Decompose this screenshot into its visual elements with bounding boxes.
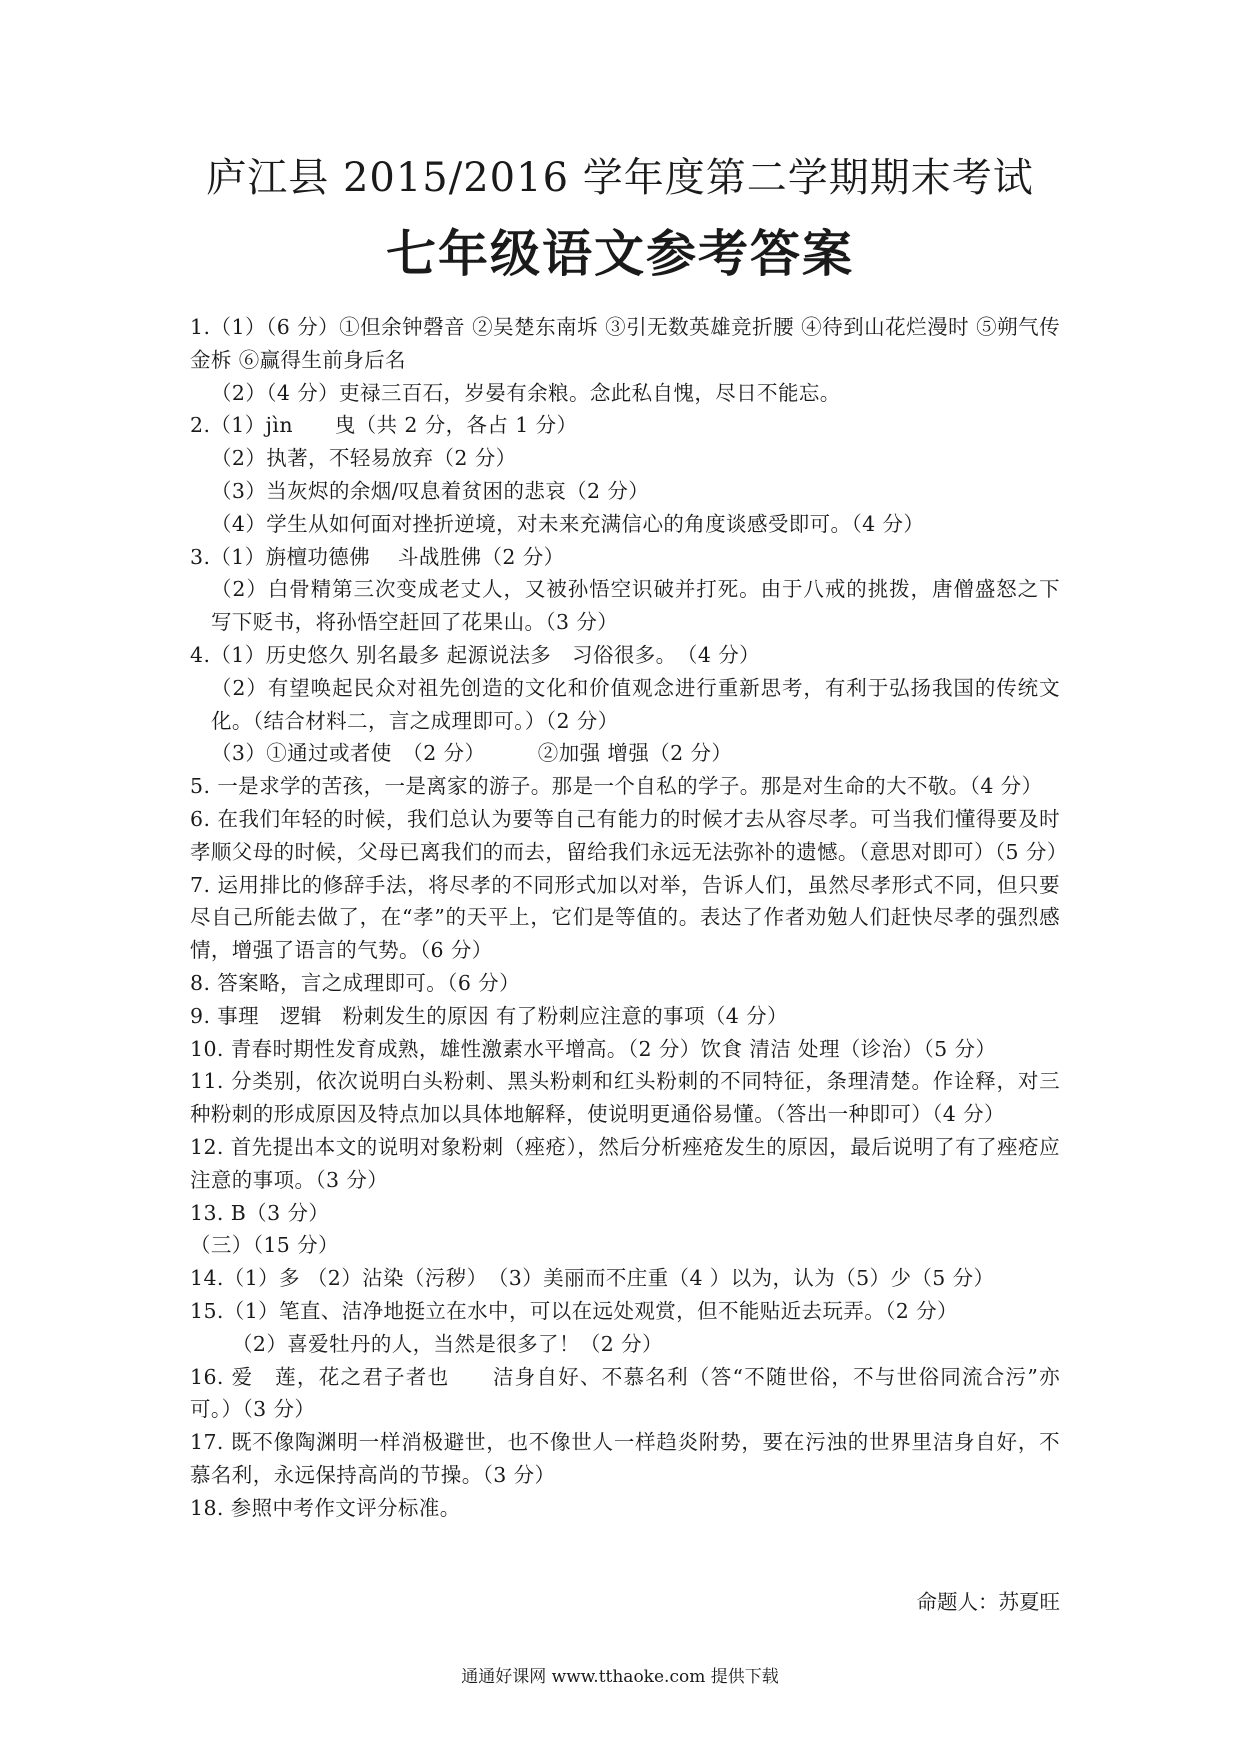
answer-line: （2）执著，不轻易放弃（2 分）	[211, 446, 517, 471]
answer-line: 8. 答案略，言之成理即可。（6 分）	[190, 970, 520, 995]
answer-line: 1.（1）（6 分）①但余钟磬音 ②吴楚东南坼 ③引无数英雄竞折腰 ④待到山花烂漫时 ⑤朔气传金柝 ⑥赢得生前身后名	[190, 315, 1060, 372]
answer-line: （2）（4 分）吏禄三百石，岁晏有余粮。念此私自愧，尽日不能忘。	[211, 380, 841, 405]
answer-line: 15.（1）笔直、洁净地挺立在水中，可以在远处观赏，但不能贴近去玩弄。（2 分）	[190, 1298, 958, 1323]
page-footer: 通通好课网 www.tthaoke.com 提供下载	[461, 1667, 779, 1687]
answer-line: 13. B（3 分）	[190, 1200, 330, 1225]
answer-line: （3）①通过或者使 （2 分） ②加强 增强（2 分）	[211, 741, 733, 766]
answer-line: 2.（1）jìn 曳（共 2 分，各占 1 分）	[190, 413, 578, 438]
answer-line: （2）喜爱牡丹的人，当然是很多了！（2 分）	[232, 1331, 663, 1356]
answer-line: 3.（1）旃檀功德佛 斗战胜佛（2 分）	[190, 544, 565, 569]
answer-line: （3）当灰烬的余烟/叹息着贫困的悲哀（2 分）	[211, 478, 650, 503]
answer-line: （4）学生从如何面对挫折逆境，对未来充满信心的角度谈感受即可。（4 分）	[211, 511, 925, 536]
answer-key-title: 七年级语文参考答案	[386, 225, 854, 283]
author-signature: 命题人：苏夏旺	[916, 1590, 1060, 1614]
answer-line: 6. 在我们年轻的时候，我们总认为要等自己有能力的时候才去从容尽孝。可当我们懂得要及时孝顺父母的时候，父母已离我们的而去，留给我们永远无法弥补的遗憾。（意思对即可）（5 分）	[190, 806, 1068, 864]
answer-line: （三）（15 分）	[190, 1233, 339, 1258]
answer-line: 18. 参照中考作文评分标准。	[190, 1495, 461, 1520]
answer-line: （2）有望唤起民众对祖先创造的文化和价值观念进行重新思考，有利于弘扬我国的传统文化。（结合材料二，言之成理即可。）（2 分）	[211, 675, 1060, 733]
answer-line: 16. 爱 莲，花之君子者也 洁身自好、不慕名利（答“不随世俗，不与世俗同流合污”亦可。）（3 分）	[190, 1364, 1060, 1422]
answer-line: 10. 青春时期性发育成熟，雄性激素水平增高。（2 分）饮食 清洁 处理（诊治）（5 分）	[190, 1036, 997, 1061]
answer-line: 11. 分类别，依次说明白头粉刺、黑头粉刺和红头粉刺的不同特征，条理清楚。作诠释，对三种粉刺的形成原因及特点加以具体地解释，使说明更通俗易懂。（答出一种即可）（4 分）	[190, 1069, 1060, 1127]
answer-line: 17. 既不像陶渊明一样消极避世，也不像世人一样趋炎附势，要在污浊的世界里洁身自好，不慕名利，永远保持高尚的节操。（3 分）	[190, 1430, 1060, 1487]
answer-line: 12. 首先提出本文的说明对象粉刺（痤疮），然后分析痤疮发生的原因，最后说明了有了痤疮应注意的事项。（3 分）	[190, 1134, 1060, 1192]
exam-title: 庐江县 2015/2016 学年度第二学期期末考试	[206, 155, 1034, 201]
answer-line: 7. 运用排比的修辞手法，将尽孝的不同形式加以对举，告诉人们，虽然尽孝形式不同，但只要尽自己所能去做了，在“孝”的天平上，它们是等值的。表达了作者劝勉人们赶快尽孝的强烈感情，增强了语言的气势。（6 分）	[190, 872, 1060, 963]
answer-list	[190, 311, 1068, 1524]
answer-line: 5. 一是求学的苦孩，一是离家的游子。那是一个自私的学子。那是对生命的大不敬。（4 分）	[190, 774, 1043, 799]
answer-line: （2）白骨精第三次变成老丈人，又被孙悟空识破并打死。由于八戒的挑拨，唐僧盛怒之下写下贬书，将孙悟空赶回了花果山。（3 分）	[211, 577, 1060, 635]
answer-line: 14.（1）多 （2）沾染（污秽） （3）美丽而不庄重（4 ）以为，认为（5）少（5 分）	[190, 1266, 995, 1291]
answer-line: 4.（1）历史悠久 别名最多 起源说法多 习俗很多。 （4 分）	[190, 642, 760, 667]
answer-line: 9. 事理 逻辑 粉刺发生的原因 有了粉刺应注意的事项（4 分）	[190, 1003, 788, 1028]
